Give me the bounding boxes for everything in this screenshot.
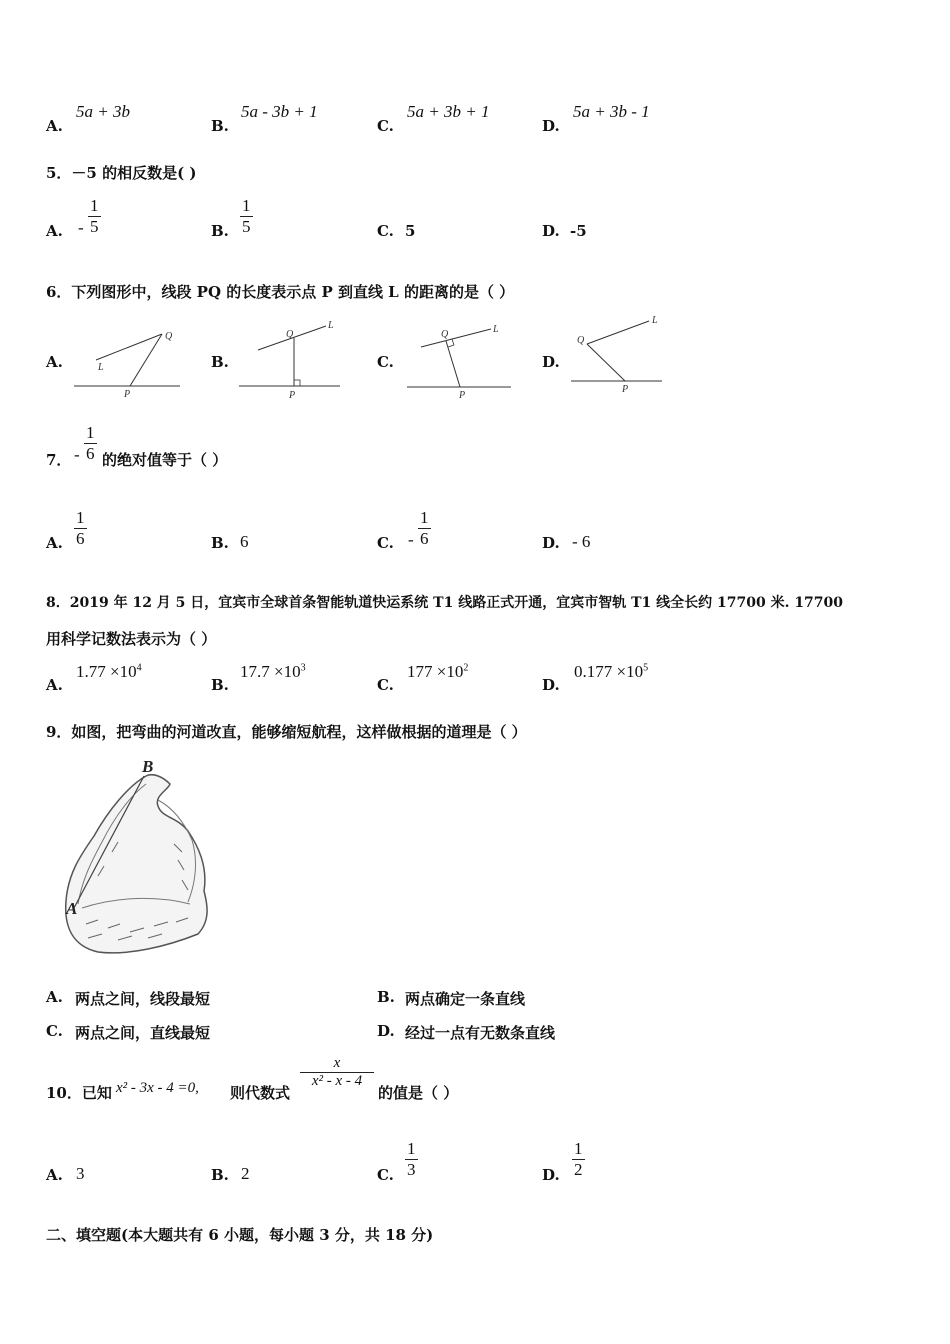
q10-option-a-label: A. — [46, 1166, 63, 1184]
numerator: 1 — [242, 196, 251, 215]
q6b-q-label: Q — [286, 329, 294, 340]
q9-option-c-text: 两点之间，直线最短 — [75, 1024, 211, 1042]
q10-option-b-value: 2 — [241, 1164, 250, 1183]
q6c-q-label: Q — [441, 329, 449, 340]
numerator: 1 — [407, 1139, 416, 1158]
q6a-l-label: L — [98, 362, 104, 373]
q7-stem-tail: 的绝对值等于（ ） — [102, 451, 228, 469]
q10-option-c-label: C. — [377, 1166, 394, 1184]
numerator: 1 — [76, 508, 85, 527]
q10-mid-text: 则代数式 — [230, 1084, 291, 1102]
q6-stem: 6．下列图形中，线段 PQ 的长度表示点 P 到直线 L 的距离的是（ ） — [46, 283, 515, 301]
q8-stem-line1: 8．2019 年 12 月 5 日，宜宾市全球首条智能轨道快运系统 T1 线路正式开通，宜宾市智轨 T1 线全长约 17700 米. 17700 — [46, 595, 844, 611]
q5-option-c-value: 5 — [405, 222, 416, 240]
numerator: x — [333, 1055, 341, 1071]
q7-sign: - — [74, 445, 80, 464]
q6-option-c-label: C. — [377, 353, 394, 371]
q6-figure-b — [236, 318, 346, 400]
q8-option-b-value — [240, 662, 306, 682]
q8-option-a-value — [76, 662, 142, 682]
q8-option-c-value — [407, 662, 468, 682]
denominator: 6 — [76, 529, 85, 548]
q10-option-b-label: B. — [211, 1166, 229, 1184]
denominator: 3 — [407, 1160, 416, 1179]
q8-option-d-label: D. — [542, 676, 560, 694]
denominator: x² - x - 4 — [300, 1072, 374, 1090]
q5-option-d-label: D. — [542, 222, 560, 240]
q5-option-a-sign: - — [78, 218, 84, 237]
q7-option-c-label: C. — [377, 534, 394, 552]
denominator: 5 — [90, 217, 99, 236]
q10-option-d-fraction — [572, 1139, 585, 1180]
q5-option-b-label: B. — [211, 222, 229, 240]
q6a-q-label: Q — [165, 331, 173, 342]
q4-option-b-expr: 5a - 3b + 1 — [241, 102, 318, 121]
q4-option-a-label: A. — [46, 117, 63, 135]
q9-option-c-label: C. — [46, 1022, 63, 1040]
q7-fraction — [84, 423, 97, 464]
exponent: 4 — [136, 662, 142, 674]
q4-option-c-label: C. — [377, 117, 394, 135]
q7-option-b-value: 6 — [240, 532, 249, 551]
q6a-p-label: P — [124, 389, 131, 400]
q9-river-figure — [58, 756, 218, 956]
q5-stem: 5．－5 的相反数是( ) — [46, 164, 197, 182]
q8-stem-line2: 用科学记数法表示为（ ） — [46, 630, 217, 648]
q9-stem: 9．如图，把弯曲的河道改直，能够缩短航程，这样做根据的道理是（ ） — [46, 723, 527, 741]
q6d-q-label: Q — [577, 335, 585, 346]
denominator: 6 — [420, 529, 429, 548]
q9-option-a-text: 两点之间，线段最短 — [75, 990, 211, 1008]
numerator: 1 — [86, 423, 95, 442]
mantissa: 1.77 ×10 — [76, 662, 137, 681]
q4-option-c-expr: 5a + 3b + 1 — [407, 102, 490, 121]
q10-option-c-fraction — [405, 1139, 418, 1180]
q10-option-d-label: D. — [542, 1166, 560, 1184]
q4-option-a-expr: 5a + 3b — [76, 102, 130, 121]
q4-option-d-expr: 5a + 3b - 1 — [573, 102, 650, 121]
q10-prefix: 10．已知 — [46, 1084, 112, 1102]
q8-option-c-label: C. — [377, 676, 394, 694]
mantissa: 0.177 ×10 — [574, 662, 644, 681]
q10-stem-tail: 的值是（ ） — [378, 1084, 459, 1102]
q7-option-a-label: A. — [46, 534, 63, 552]
q9-option-b-text: 两点确定一条直线 — [405, 990, 526, 1008]
q10-fraction — [300, 1055, 374, 1090]
q6b-p-label: P — [289, 390, 296, 400]
q5-option-a-label: A. — [46, 222, 63, 240]
q9-option-d-text: 经过一点有无数条直线 — [405, 1024, 556, 1042]
q6-figure-c — [403, 318, 515, 400]
q6d-l-label: L — [652, 315, 658, 326]
q6c-l-label: L — [493, 324, 499, 335]
q7-option-a-fraction — [74, 508, 87, 549]
q5-option-d-value: -5 — [570, 222, 587, 240]
q6-option-a-label: A. — [46, 353, 63, 371]
mantissa: 177 ×10 — [407, 662, 464, 681]
q9-option-a-label: A. — [46, 988, 63, 1006]
q7-number: 7． — [46, 451, 72, 469]
numerator: 1 — [90, 196, 99, 215]
exponent: 2 — [463, 662, 469, 674]
q4-option-d-label: D. — [542, 117, 560, 135]
numerator: 1 — [420, 508, 429, 527]
q10-option-a-value: 3 — [76, 1164, 85, 1183]
section-2-title: 二、填空题(本大题共有 6 小题，每小题 3 分，共 18 分) — [46, 1226, 434, 1244]
numerator: 1 — [574, 1139, 583, 1158]
q10-equation: x² - 3x - 4 =0, — [116, 1080, 199, 1096]
q8-option-d-value — [574, 662, 648, 682]
q5-option-a-fraction — [88, 196, 101, 237]
denominator: 5 — [242, 217, 251, 236]
q9-point-a-label: A — [66, 899, 78, 918]
q6-figure-a — [70, 322, 185, 400]
q6c-p-label: P — [459, 390, 466, 400]
denominator: 2 — [574, 1160, 583, 1179]
q9-option-b-label: B. — [377, 988, 395, 1006]
q6-figure-d — [567, 312, 672, 396]
q4-option-b-label: B. — [211, 117, 229, 135]
q8-option-a-label: A. — [46, 676, 63, 694]
q9-option-d-label: D. — [377, 1022, 395, 1040]
q6-option-d-label: D. — [542, 353, 560, 371]
q6d-p-label: P — [622, 384, 629, 395]
exponent: 5 — [643, 662, 649, 674]
q7-option-c-sign: - — [408, 530, 414, 549]
q8-option-b-label: B. — [211, 676, 229, 694]
q6-option-b-label: B. — [211, 353, 229, 371]
denominator: 6 — [86, 444, 95, 463]
q7-option-d-label: D. — [542, 534, 560, 552]
mantissa: 17.7 ×10 — [240, 662, 301, 681]
q5-option-b-fraction — [240, 196, 253, 237]
q5-option-c-label: C. — [377, 222, 394, 240]
q7-option-d-value: - 6 — [572, 532, 591, 551]
q9-point-b-label: B — [142, 757, 154, 776]
q6b-l-label: L — [328, 320, 334, 331]
q7-option-c-fraction — [418, 508, 431, 549]
q7-option-b-label: B. — [211, 534, 229, 552]
exponent: 3 — [300, 662, 306, 674]
